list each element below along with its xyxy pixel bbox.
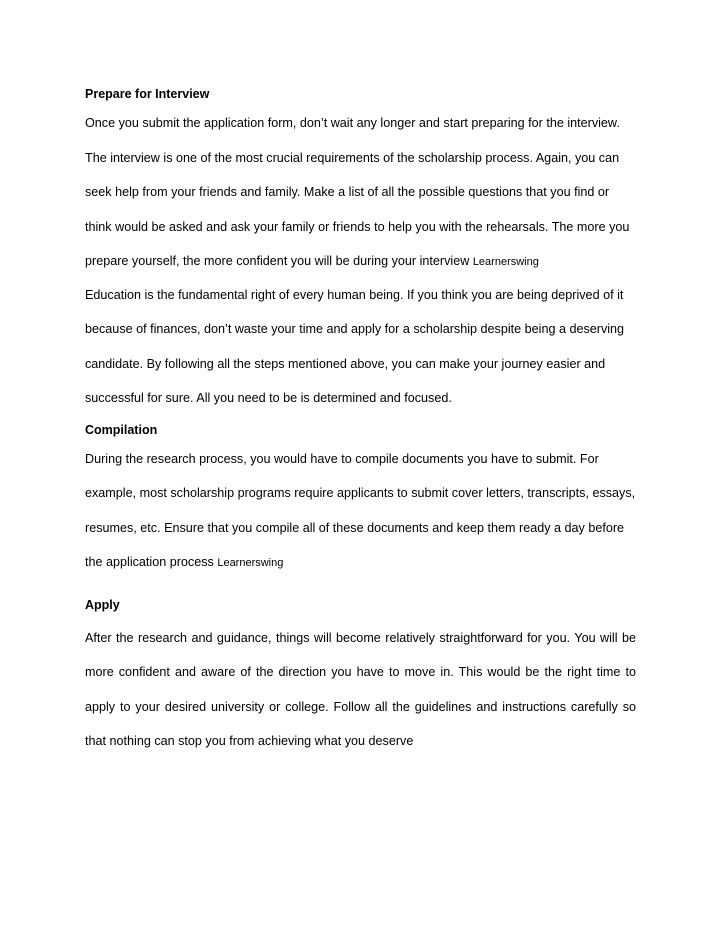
source-tag: Learnerswing: [217, 557, 284, 569]
document-content: [85, 86, 636, 759]
paragraph-compilation: [85, 442, 636, 581]
paragraph-text: During the research process, you would have to compile documents you have to submit. For example, most scholarship programs require applicants to submit cover letters, transcripts, essays, resumes, etc. Ensure that you compile all of these documents and keep them ready a day before the application process: [85, 451, 636, 569]
section-heading-prepare-for-interview: Prepare for Interview: [85, 87, 210, 101]
paragraph-education: Education is the fundamental right of every human being. If you think you are being deprived of it because of finances, don’t waste your time and apply for a scholarship despite being a deserving candidate. By following all the steps mentioned above, you can make your journey easier and successful for sure. All you need to be is determined and focused.: [85, 287, 625, 405]
section-heading-apply: Apply: [85, 597, 120, 612]
source-tag: Learnerswing: [472, 256, 539, 268]
paragraph-text: Once you submit the application form, don’t wait any longer and start preparing for the interview. The interview is one of the most crucial requirements of the scholarship process. Again, you can seek help from your friends and family. Make a list of all the possible questions that you find or think would be asked and ask your family or friends to help you with the rehearsals. The more you prepare yourself, the more confident you will be during your interview: [85, 116, 630, 268]
section-heading-compilation: Compilation: [85, 422, 158, 437]
paragraph-apply: After the research and guidance, things will become relatively straightforward for you. You will be more confident and aware of the direction you have to move in. This would be the right time to apply to your desired university or college. Follow all the guidelines and instructions carefully so that nothing can stop you from achieving what you deserve: [85, 630, 636, 748]
paragraph-prepare-for-interview: [85, 106, 636, 280]
